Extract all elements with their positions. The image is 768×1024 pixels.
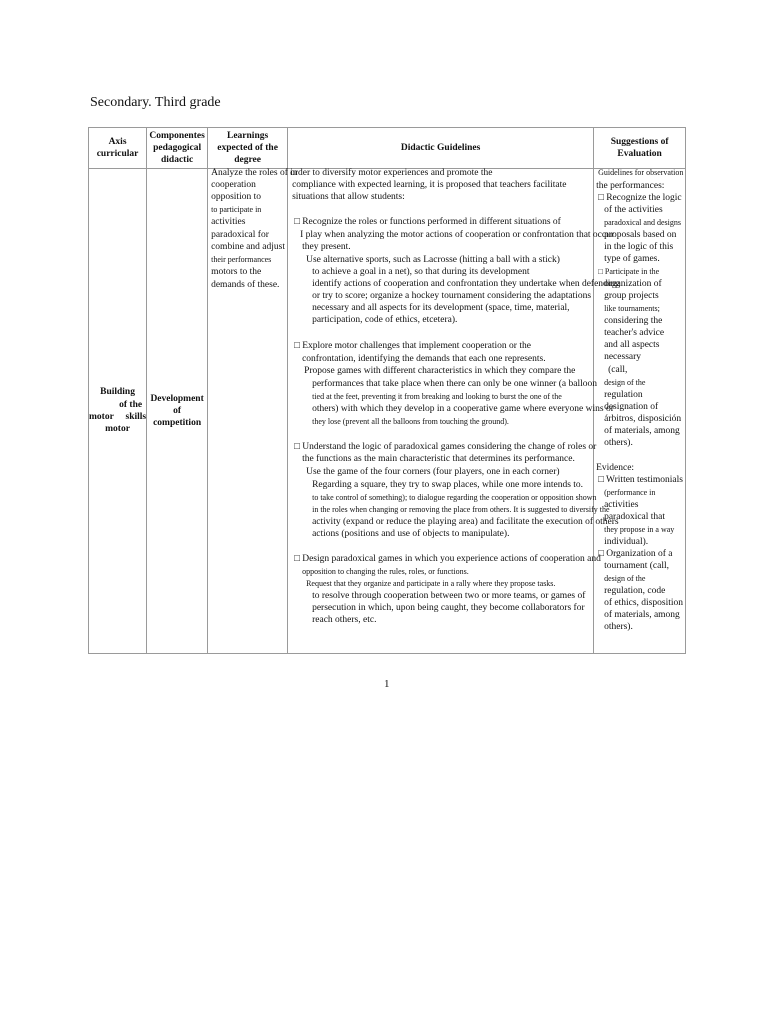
header-components: Componentes pedagogical didactic bbox=[147, 128, 208, 169]
learning-line: combine and adjust bbox=[211, 242, 285, 252]
suggestion-line: of ethics, disposition bbox=[604, 598, 683, 608]
guideline-line: to take control of something); to dialogue regarding the cooperation or opposition shown bbox=[312, 493, 597, 502]
guideline-line: they lose (prevent all the balloons from touching the ground). bbox=[312, 417, 509, 426]
guideline-line: persecution in which, upon being caught, they become collaborators for bbox=[312, 603, 585, 613]
curriculum-table bbox=[88, 127, 686, 654]
suggestion-line: others). bbox=[604, 438, 633, 448]
learning-line: Analyze the roles of in bbox=[211, 168, 298, 178]
suggestion-line: □ Recognize the logic bbox=[598, 193, 682, 203]
components-cell: Development of competition bbox=[147, 169, 208, 654]
suggestion-line: regulation, code bbox=[604, 586, 666, 596]
guideline-line: in the roles when changing or removing the place from others. It is suggested to diversify the bbox=[312, 505, 610, 514]
suggestion-line: type of games. bbox=[604, 254, 660, 264]
suggestion-line: teacher's advice bbox=[604, 328, 665, 338]
suggestion-line: they propose in a way bbox=[604, 525, 675, 534]
page-number: 1 bbox=[384, 678, 390, 690]
suggestion-line: □ Written testimonials bbox=[598, 475, 683, 485]
learnings-cell bbox=[208, 168, 298, 654]
guideline-line: they present. bbox=[302, 242, 351, 252]
suggestion-line: regulation bbox=[604, 390, 643, 400]
suggestion-line: Guidelines for observation bbox=[598, 168, 684, 177]
suggestion-line: considering the bbox=[604, 316, 663, 326]
header-guidelines: Didactic Guidelines bbox=[288, 128, 594, 169]
guideline-line: tied at the feet, preventing it from breaking and looking to burst the one of the bbox=[312, 392, 562, 401]
suggestion-line: individual). bbox=[604, 537, 649, 547]
guideline-line: or try to score; organize a hockey tournament considering the adaptations bbox=[312, 291, 592, 301]
guideline-line: participation, code of ethics, etcetera). bbox=[312, 315, 458, 325]
learning-line: motors to the bbox=[211, 267, 262, 277]
guideline-line: performances that take place when there can only be one winner (a balloon bbox=[312, 379, 597, 389]
guideline-line: the functions as the main characteristic that determines its performance. bbox=[302, 454, 575, 464]
guideline-line: others) with which they develop in a cooperative game where everyone wins or bbox=[312, 404, 614, 414]
suggestion-line: design of the bbox=[604, 378, 646, 387]
learning-line: their performances bbox=[211, 255, 272, 264]
header-learnings: Learnings expected of the degree bbox=[208, 128, 288, 169]
suggestion-line: like tournaments; bbox=[604, 304, 660, 313]
suggestion-line: design of the bbox=[604, 574, 646, 583]
guideline-line: order to diversify motor experiences and promote the bbox=[290, 168, 493, 178]
guideline-line: to achieve a goal in a net), so that during its development bbox=[312, 267, 530, 277]
guideline-line: □ Design paradoxical games in which you experience actions of cooperation and bbox=[294, 554, 601, 564]
suggestion-line: group projects bbox=[604, 291, 659, 301]
suggestion-line: the performances: bbox=[596, 181, 665, 191]
guideline-line: identify actions of cooperation and confrontation they undertake when defending bbox=[312, 279, 620, 289]
suggestion-line: organization of bbox=[604, 279, 662, 289]
suggestion-line: of materials, among bbox=[604, 426, 680, 436]
header-suggestions: Suggestions of Evaluation bbox=[594, 128, 686, 169]
guideline-line: situations that allow students: bbox=[292, 192, 405, 202]
suggestion-line: paradoxical and designs bbox=[604, 218, 681, 227]
guideline-line: reach others, etc. bbox=[312, 615, 377, 625]
suggestion-line: Evidence: bbox=[596, 463, 635, 473]
guideline-line: Request that they organize and participate in a rally where they propose tasks. bbox=[306, 579, 556, 588]
suggestions-cell bbox=[594, 169, 686, 654]
guideline-line: I play when analyzing the motor actions of cooperation or confrontation that occur bbox=[300, 230, 615, 240]
axis-cell: Building of the motor skills motor bbox=[89, 169, 147, 654]
guideline-line: to resolve through cooperation between two or more teams, or games of bbox=[312, 591, 586, 601]
suggestion-line: (performance in bbox=[604, 488, 656, 497]
suggestion-line: □ Organization of a bbox=[598, 549, 673, 559]
page-title: Secondary. Third grade bbox=[90, 95, 221, 110]
suggestion-line: in the logic of this bbox=[604, 242, 674, 252]
suggestion-line: activities bbox=[604, 500, 639, 510]
guideline-line: confrontation, identifying the demands that each one represents. bbox=[302, 354, 546, 364]
header-axis: Axis curricular bbox=[89, 128, 147, 169]
guideline-line: compliance with expected learning, it is proposed that teachers facilitate bbox=[292, 180, 567, 190]
learning-line: cooperation bbox=[211, 180, 256, 190]
guideline-line: opposition to changing the rules, roles, or functions. bbox=[302, 567, 469, 576]
guideline-line: activity (expand or reduce the playing area) and facilitate the execution of others bbox=[312, 517, 619, 527]
learning-line: activities bbox=[211, 217, 246, 227]
guideline-line: □ Explore motor challenges that implement cooperation or the bbox=[294, 341, 531, 351]
suggestion-line: and all aspects bbox=[604, 340, 660, 350]
suggestion-line: others). bbox=[604, 622, 633, 632]
learning-line: paradoxical for bbox=[211, 230, 269, 240]
suggestion-line: necessary bbox=[604, 352, 642, 362]
guideline-line: □ Understand the logic of paradoxical games considering the change of roles or bbox=[294, 442, 597, 452]
guideline-line: Use alternative sports, such as Lacrosse (hitting a ball with a stick) bbox=[306, 255, 560, 265]
guideline-line: necessary and all aspects for its development (space, time, material, bbox=[312, 303, 570, 313]
guideline-line: Regarding a square, they try to swap places, while one more intends to. bbox=[312, 480, 584, 490]
suggestion-line: □ Participate in the bbox=[598, 267, 660, 276]
suggestion-line: of materials, among bbox=[604, 610, 680, 620]
suggestion-line: of the activities bbox=[604, 205, 663, 215]
guideline-line: □ Recognize the roles or functions performed in different situations of bbox=[294, 217, 561, 227]
suggestion-line: tournament (call, bbox=[604, 561, 669, 571]
learning-line: opposition to bbox=[211, 192, 261, 202]
guideline-line: Propose games with different characteristics in which they compare the bbox=[304, 366, 576, 376]
suggestion-line: (call, bbox=[608, 365, 628, 375]
learning-line: to participate in bbox=[211, 205, 262, 214]
suggestion-line: paradoxical that bbox=[604, 512, 666, 522]
suggestion-line: designation of bbox=[604, 402, 659, 412]
suggestion-line: árbitros, disposición bbox=[604, 414, 682, 424]
guideline-line: actions (positions and use of objects to manipulate). bbox=[312, 529, 510, 539]
learning-line: demands of these. bbox=[211, 280, 280, 290]
guideline-line: Use the game of the four corners (four players, one in each corner) bbox=[306, 467, 560, 477]
suggestion-line: proposals based on bbox=[604, 230, 677, 240]
